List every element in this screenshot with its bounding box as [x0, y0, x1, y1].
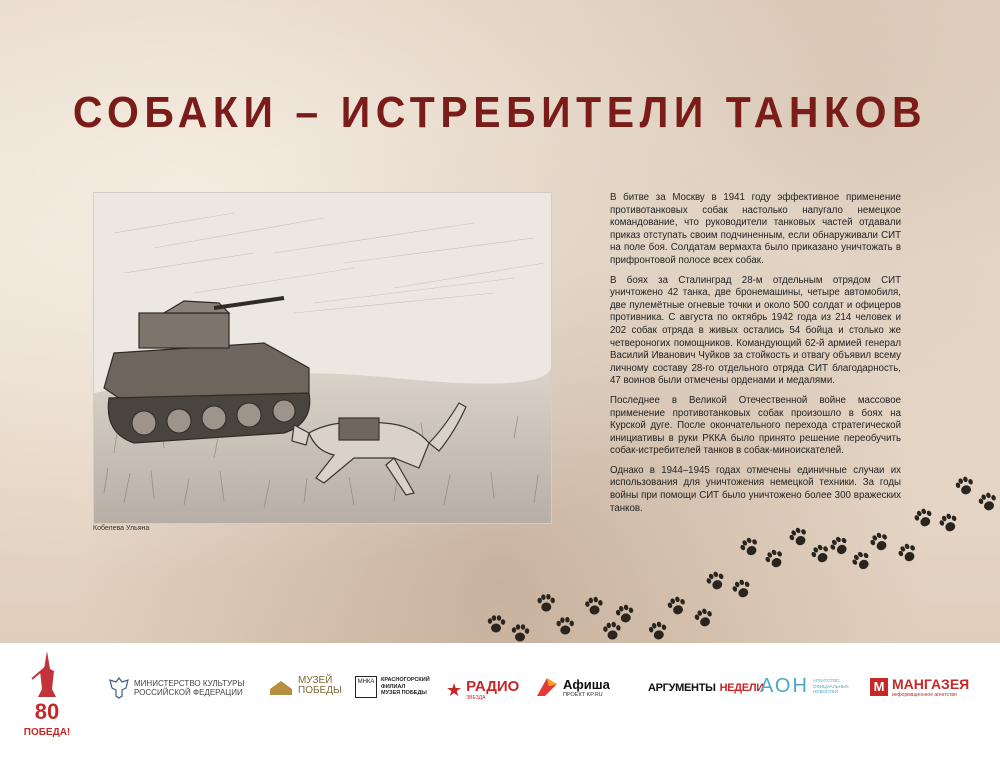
ministry-culture-logo [108, 676, 245, 700]
poster-title: СОБАКИ – ИСТРЕБИТЕЛИ ТАНКОВ [72, 88, 928, 137]
krasnogorsk-mark: МНКА [355, 676, 377, 698]
afisha-star-icon [535, 676, 559, 698]
mangazeya-m-icon: M [870, 678, 888, 696]
radio-sub: ЗВЕЗДА [466, 695, 486, 701]
mangazeya-sub: информационное агентство [892, 692, 957, 698]
aon-sub1: АГЕНТСТВО [812, 678, 840, 684]
argumenty-part1: АРГУМЕНТЫ [648, 682, 716, 694]
krasnogorsk-line3: МУЗЕЯ ПОБЕДЫ [381, 690, 427, 697]
afisha-name: Афиша [563, 676, 610, 692]
victory-80-logo [22, 649, 72, 749]
tank-dog-illustration [93, 192, 552, 524]
victory-number: 80 [34, 699, 60, 724]
krasnogorsk-line1: КРАСНОГОРСКИЙ [381, 677, 430, 684]
radio-name: РАДИО [466, 678, 520, 695]
paragraph-1: В битве за Москву в 1941 году эффективное применение противотанковых собак настолько напугало немецкое командование, что руководители танковых частей отдавали приказ отступать своим подчиненным, если обнаруживали СИТ на поле боя. Солдатам вермахта было приказано уничтожать в прифронтовой полосе всех собак. [610, 192, 901, 266]
museum-victory-logo [268, 675, 342, 697]
victory-word: ПОБЕДА! [23, 727, 71, 738]
aon-sub3: НОВОСТЕЙ [812, 689, 839, 695]
krasnogorsk-line2: ФИЛИАЛ [381, 683, 406, 690]
argumenty-part2: НЕДЕЛИ [719, 682, 764, 694]
aon-agency-logo [760, 675, 849, 698]
radio-zvezda-logo [446, 678, 519, 701]
paragraph-3: Последнее в Великой Отечественной войне массовое применение противотанковых собак произошло в боях на Курской дуге. После окончательного перехода стратегической инициативы в руки РККА было принято решение переобучить собак-истребителей танков в собак-миноискателей. [610, 394, 901, 457]
partners-footer [0, 643, 1000, 759]
aon-sub2: ОФИЦИАЛЬНЫХ [812, 683, 849, 689]
illustration-caption: Кобелева Ульяна [93, 525, 150, 532]
aon-name: АОН [760, 675, 809, 697]
argumenty-nedeli-logo [648, 682, 764, 694]
paragraph-2: В боях за Сталинград 28-м отдельным отрядом СИТ уничтожено 42 танка, две бронемашины, четыре автомобиля, две пулемётные огневые точки и около 500 солдат и офицеров противника. С августа по октябрь 1942 года из 214 человек и 202 собак отряда в живых остались 54 бойца и столько же четвероногих помощников. Командующий 62-й армией генерал Василий Иванович Чуйков за стойкость и отвагу объявил всему личному составу 28-го отдельного отряда СИТ благодарность, 47 воинов были отмечены орденами и медалями. [610, 274, 901, 387]
article-text [610, 192, 901, 522]
eagle-emblem-icon [108, 676, 130, 700]
museum-line1: МУЗЕЙ [298, 675, 333, 686]
afisha-logo [535, 676, 610, 698]
museum-line2: ПОБЕДЫ [298, 685, 342, 696]
mangazeya-logo [870, 676, 969, 698]
ministry-line2: РОССИЙСКОЙ ФЕДЕРАЦИИ [134, 688, 243, 697]
afisha-sub: ПРОЕКТ KP.RU [563, 691, 603, 698]
krasnogorsk-branch-logo [355, 676, 430, 698]
mangazeya-name: МАНГАЗЕЯ [892, 676, 970, 692]
red-star-icon: ★ [446, 679, 463, 700]
paragraph-4: Однако в 1944–1945 годах отмечены единичные случаи их использования для уничтожения немецкой техники. За годы войны при помощи СИТ было уничтожено более 300 вражеских танков. [610, 464, 901, 514]
ministry-line1: МИНИСТЕРСТВО КУЛЬТУРЫ [134, 679, 245, 688]
museum-building-icon [268, 675, 294, 697]
